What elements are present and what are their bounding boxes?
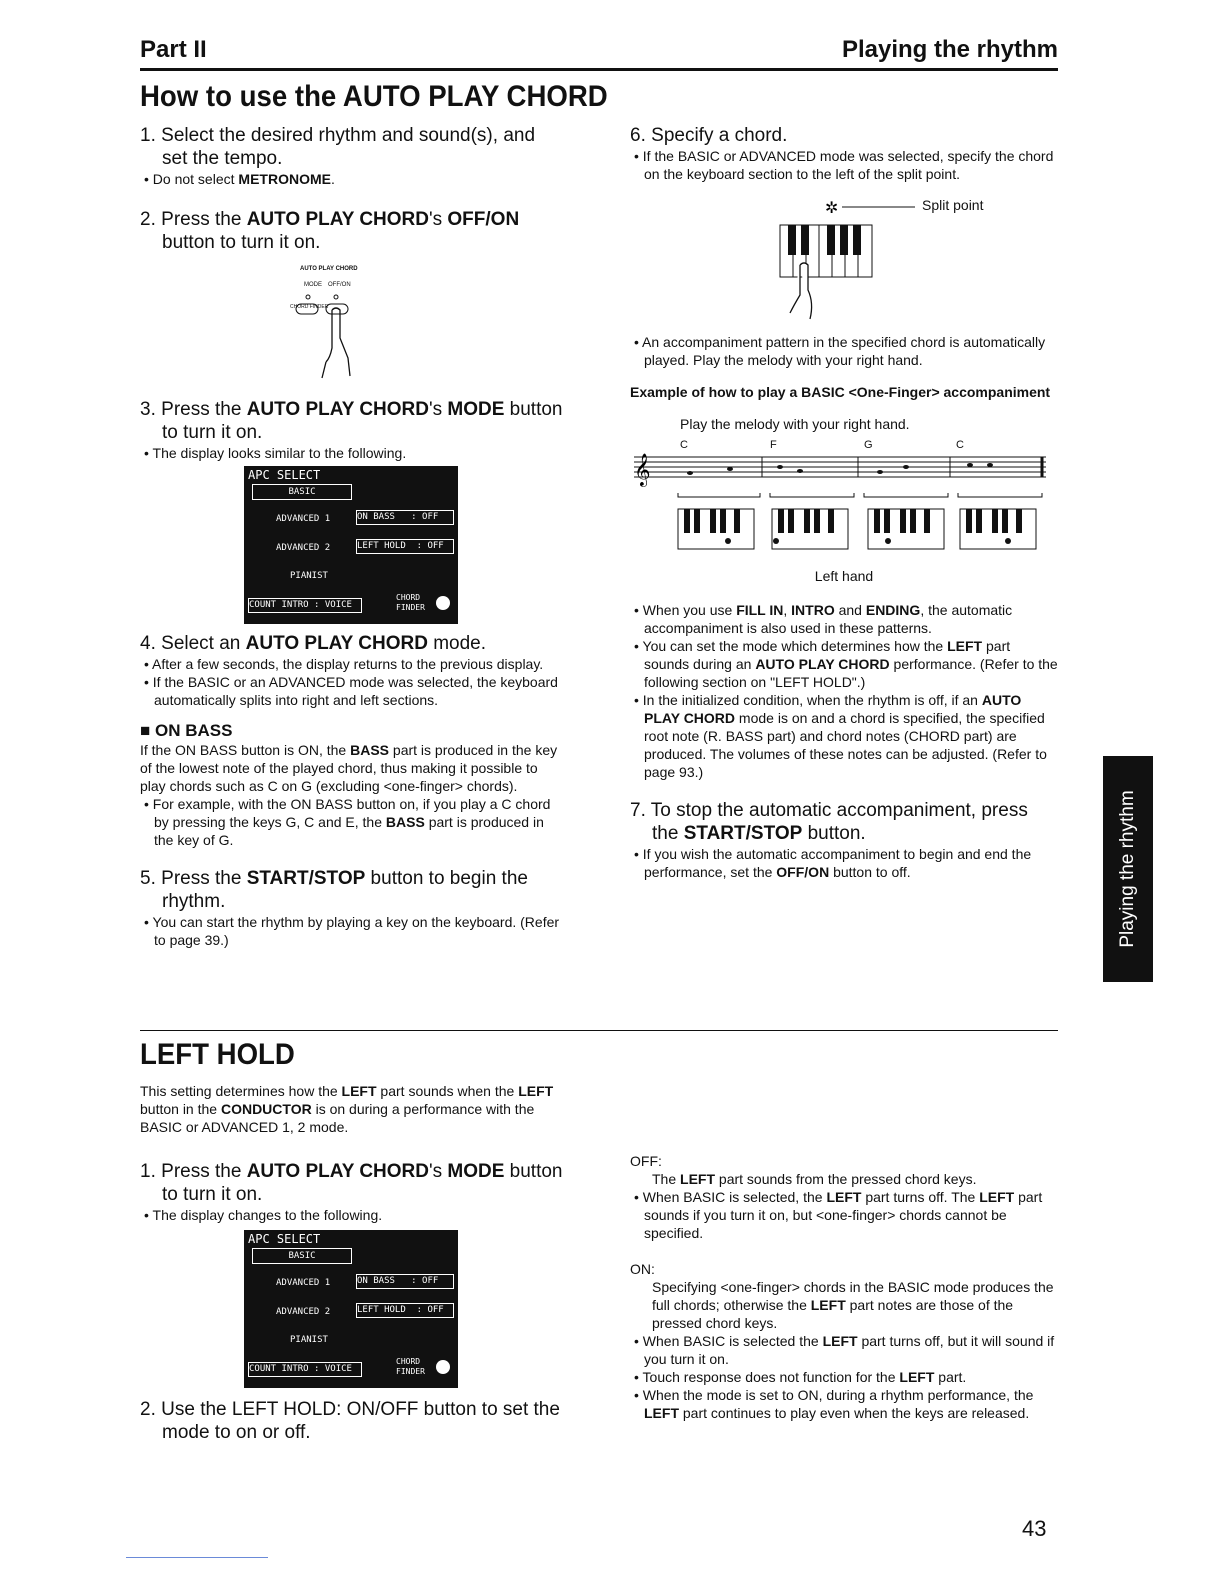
display-chord-finder: CHORD FINDER: [396, 1357, 425, 1376]
header-rule: [140, 68, 1058, 71]
display-basic: BASIC: [252, 484, 352, 500]
split-point-label: Split point: [922, 197, 984, 213]
staff-and-keys-icon: [630, 451, 1050, 571]
off-bullet: • When BASIC is selected, the LEFT part turns off. The LEFT part sounds if you turn it on, but <one-finger> chords cannot be specified.: [634, 1189, 1043, 1241]
header-chapter: Playing the rhythm: [841, 36, 1058, 63]
display-title: APC SELECT: [248, 468, 321, 482]
right-column: [630, 124, 1058, 881]
display-advanced-1: ADVANCED 1: [276, 1278, 331, 1288]
panel-offon-label: OFF/ON: [328, 282, 351, 288]
left-hand-label: Left hand: [814, 568, 874, 584]
chord-label-f: F: [770, 439, 777, 451]
display-count-intro: COUNT INTRO : VOICE: [248, 598, 362, 613]
side-tab-label: Playing the rhythm: [1117, 790, 1138, 948]
note-left-part: • You can set the mode which determines how the LEFT part sounds during an AUTO PLAY CHORD performance. (Refer to the following section on "LEFT HOLD".): [634, 638, 1058, 690]
panel-finder-label: CHORD FINDER: [290, 304, 329, 310]
on-label: ON:: [630, 1261, 655, 1277]
split-marker-icon: ✲: [825, 198, 839, 217]
off-label: OFF:: [630, 1153, 662, 1169]
split-point-figure: [630, 183, 1058, 333]
left-hold-step-2: 2. Use the LEFT HOLD: ON/OFF button to set the mode to on or off.: [140, 1399, 560, 1443]
left-hold-step-1: 1. Press the AUTO PLAY CHORD's MODE button to turn it on. • The display changes to the following.: [140, 1161, 563, 1223]
note-fill-in: • When you use FILL IN, INTRO and ENDING, the automatic accompaniment is also used in these patterns.: [634, 602, 1013, 636]
step-1: 1. Select the desired rhythm and sound(s), and set the tempo. • Do not select METRONOME.: [140, 125, 536, 187]
left-hold-title: LEFT HOLD: [140, 1038, 295, 1071]
display-count-intro: COUNT INTRO : VOICE: [248, 1362, 362, 1377]
step-2: 2. Press the AUTO PLAY CHORD's OFF/ON button to turn it on.: [140, 209, 520, 253]
on-bullet-1: • When BASIC is selected the LEFT part turns off, but it will sound if you turn it on.: [634, 1333, 1055, 1367]
display-advanced-2: ADVANCED 2: [276, 543, 331, 553]
display-knob-icon: [436, 596, 450, 610]
on-bass-section: ■ ON BASS If the ON BASS button is ON, the BASS part is produced in the key of the lowest note of the played chord, thus making it possible to play chords such as C on G (excluding <one-finger> chords). • For example, with the ON BASS button on, if you play a C chord by pressing the keys G, C and E, the BASS part is produced in the key of G.: [140, 721, 558, 848]
apc-select-display-2: [244, 1230, 458, 1388]
apc-select-display: [244, 466, 458, 624]
on-text: Specifying <one-finger> chords in the BASIC mode produces the full chords; otherwise the LEFT part notes are those of the pressed chord keys.: [652, 1279, 1054, 1331]
display-title: APC SELECT: [248, 1232, 321, 1246]
music-example-figure: [630, 433, 1058, 569]
step-4: 4. Select an AUTO PLAY CHORD mode. • After a few seconds, the display returns to the previous display. • If the BASIC or an ADVANCED mode was selected, the keyboard automatically splits into right and left sections.: [140, 633, 558, 708]
example-title: Example of how to play a BASIC <One-Finger> accompaniment: [630, 384, 1051, 400]
display-left-hold: LEFT HOLD : OFF: [356, 1303, 454, 1318]
display-chord-finder: CHORD FINDER: [396, 593, 425, 612]
display-knob-icon: [436, 1360, 450, 1374]
display-advanced-1: ADVANCED 1: [276, 514, 331, 524]
note-initialized: • In the initialized condition, when the rhythm is off, if an AUTO PLAY CHORD mode is on and a chord is specified, the specified root note (R. BASS part) and chord notes (CHORD part) are produced. The volumes of these notes can be adjusted. (Refer to page 93.): [634, 692, 1047, 780]
section-divider: [140, 1030, 1058, 1031]
display-pianist: PIANIST: [290, 1335, 328, 1345]
chord-label-g: G: [864, 439, 873, 451]
left-hold-intro: This setting determines how the LEFT part sounds when the LEFT button in the CONDUCTOR is on during a performance with the BASIC or ADVANCED 1, 2 mode.: [140, 1083, 554, 1135]
step-6: 6. Specify a chord. • If the BASIC or ADVANCED mode was selected, specify the chord on the keyboard section to the left of the split point.: [630, 125, 1054, 182]
keyboard-hand-icon: [770, 195, 920, 325]
chord-label-c1: C: [680, 439, 688, 451]
left-hold-right-column: [630, 1152, 1058, 1422]
side-tab: [1103, 756, 1153, 982]
display-left-hold: LEFT HOLD : OFF: [356, 539, 454, 554]
notes-list: [630, 601, 1058, 781]
panel-title: AUTO PLAY CHORD: [300, 266, 358, 272]
step-3: 3. Press the AUTO PLAY CHORD's MODE button to turn it on. • The display looks similar to the following.: [140, 399, 563, 461]
off-text: The LEFT part sounds from the pressed chord keys.: [652, 1171, 977, 1187]
display-on-bass: ON BASS : OFF: [356, 510, 454, 525]
section-title: How to use the AUTO PLAY CHORD: [140, 80, 608, 113]
display-pianist: PIANIST: [290, 571, 328, 581]
step-7: 7. To stop the automatic accompaniment, press the START/STOP button. • If you wish the automatic accompaniment to begin and end the performance, set the OFF/ON button to off.: [630, 800, 1032, 880]
header-part: Part II: [140, 36, 207, 63]
hand-press-icon: [280, 288, 390, 408]
on-bullet-2: • Touch response does not function for the LEFT part.: [634, 1369, 967, 1385]
treble-clef-icon: 𝄞: [634, 453, 651, 486]
example-melody-text: Play the melody with your right hand.: [680, 416, 910, 432]
display-advanced-2: ADVANCED 2: [276, 1307, 331, 1317]
on-bullet-3: • When the mode is set to ON, during a rhythm performance, the LEFT part continues to play even when the keys are released.: [634, 1387, 1034, 1421]
left-column: [140, 124, 565, 949]
panel-mode-label: MODE: [304, 282, 322, 288]
chord-label-c2: C: [956, 439, 964, 451]
footer-rule: [126, 1557, 268, 1558]
step-5: 5. Press the START/STOP button to begin the rhythm. • You can start the rhythm by playing a key on the keyboard. (Refer to page 39.): [140, 868, 560, 948]
left-hold-left-column: [140, 1082, 565, 1444]
page-number: 43: [1022, 1516, 1047, 1541]
display-on-bass: ON BASS : OFF: [356, 1274, 454, 1289]
display-basic: BASIC: [252, 1248, 352, 1264]
step-6-note: • An accompaniment pattern in the specified chord is automatically played. Play the melody with your right hand.: [634, 334, 1046, 368]
auto-play-chord-panel-figure: [140, 254, 565, 404]
